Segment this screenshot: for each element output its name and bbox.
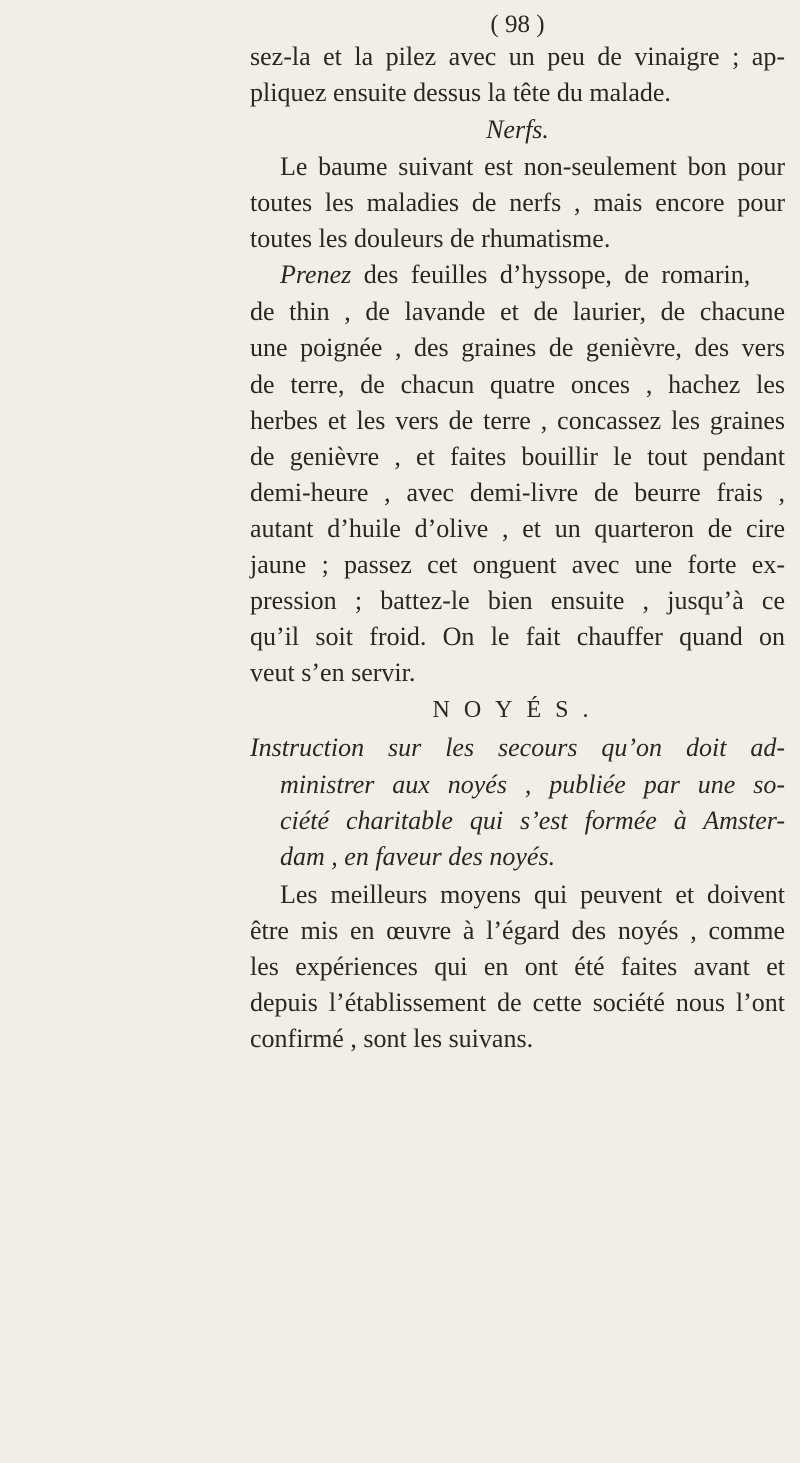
text-line: être mis en œuvre à l’égard des noyés , comme	[250, 916, 785, 945]
prenez-word: Prenez	[280, 260, 352, 289]
instruction-title-line: ciété charitable qui s’est formée à Amster-	[280, 806, 785, 835]
instruction-title-line: ministrer aux noyés , publiée par une so-	[280, 770, 785, 799]
instruction-title-line: dam , en faveur des noyés.	[280, 842, 556, 871]
text-line: toutes les douleurs de rhumatisme.	[250, 224, 611, 253]
heading-nerfs: Nerfs.	[486, 115, 549, 144]
text-fragment: des feuilles d’hyssope, de romarin,	[351, 260, 751, 289]
text-line: de thin , de lavande et de laurier, de chacune	[250, 297, 785, 326]
text-line: de terre, de chacun quatre onces , hachez les	[250, 370, 785, 399]
text-line: Les meilleurs moyens qui peuvent et doivent	[280, 880, 785, 909]
text-line: sez-la et la pilez avec un peu de vinaigre ; ap-	[250, 42, 785, 71]
text-line: demi-heure , avec demi-livre de beurre frais ,	[250, 478, 785, 507]
text-line: depuis l’établissement de cette société nous l’ont	[250, 988, 785, 1017]
text-line: de genièvre , et faites bouillir le tout pendant	[250, 442, 785, 471]
text-line: qu’il soit froid. On le fait chauffer quand on	[250, 622, 785, 651]
instruction-title-line: Instruction sur les secours qu’on doit ad-	[250, 733, 785, 762]
text-line: confirmé , sont les suivans.	[250, 1024, 534, 1053]
text-line: les expériences qui en ont été faites avant et	[250, 952, 785, 981]
text-line: herbes et les vers de terre , concassez les graines	[250, 406, 785, 435]
text-line: toutes les maladies de nerfs , mais encore pour	[250, 188, 785, 217]
text-line: Le baume suivant est non-seulement bon pour	[280, 152, 785, 181]
text-line: veut s’en servir.	[250, 658, 416, 687]
page-number: ( 98 )	[490, 11, 545, 38]
text-line: pression ; battez-le bien ensuite , jusqu’à ce	[250, 586, 785, 615]
heading-noyes: NOYÉS.	[432, 697, 603, 723]
text-line: pliquez ensuite dessus la tête du malade.	[250, 78, 671, 107]
text-line: une poignée , des graines de genièvre, des vers	[250, 333, 785, 362]
text-line: autant d’huile d’olive , et un quarteron de cire	[250, 514, 785, 543]
text-line: jaune ; passez cet onguent avec une forte ex-	[250, 550, 785, 579]
text-line	[250, 260, 785, 290]
